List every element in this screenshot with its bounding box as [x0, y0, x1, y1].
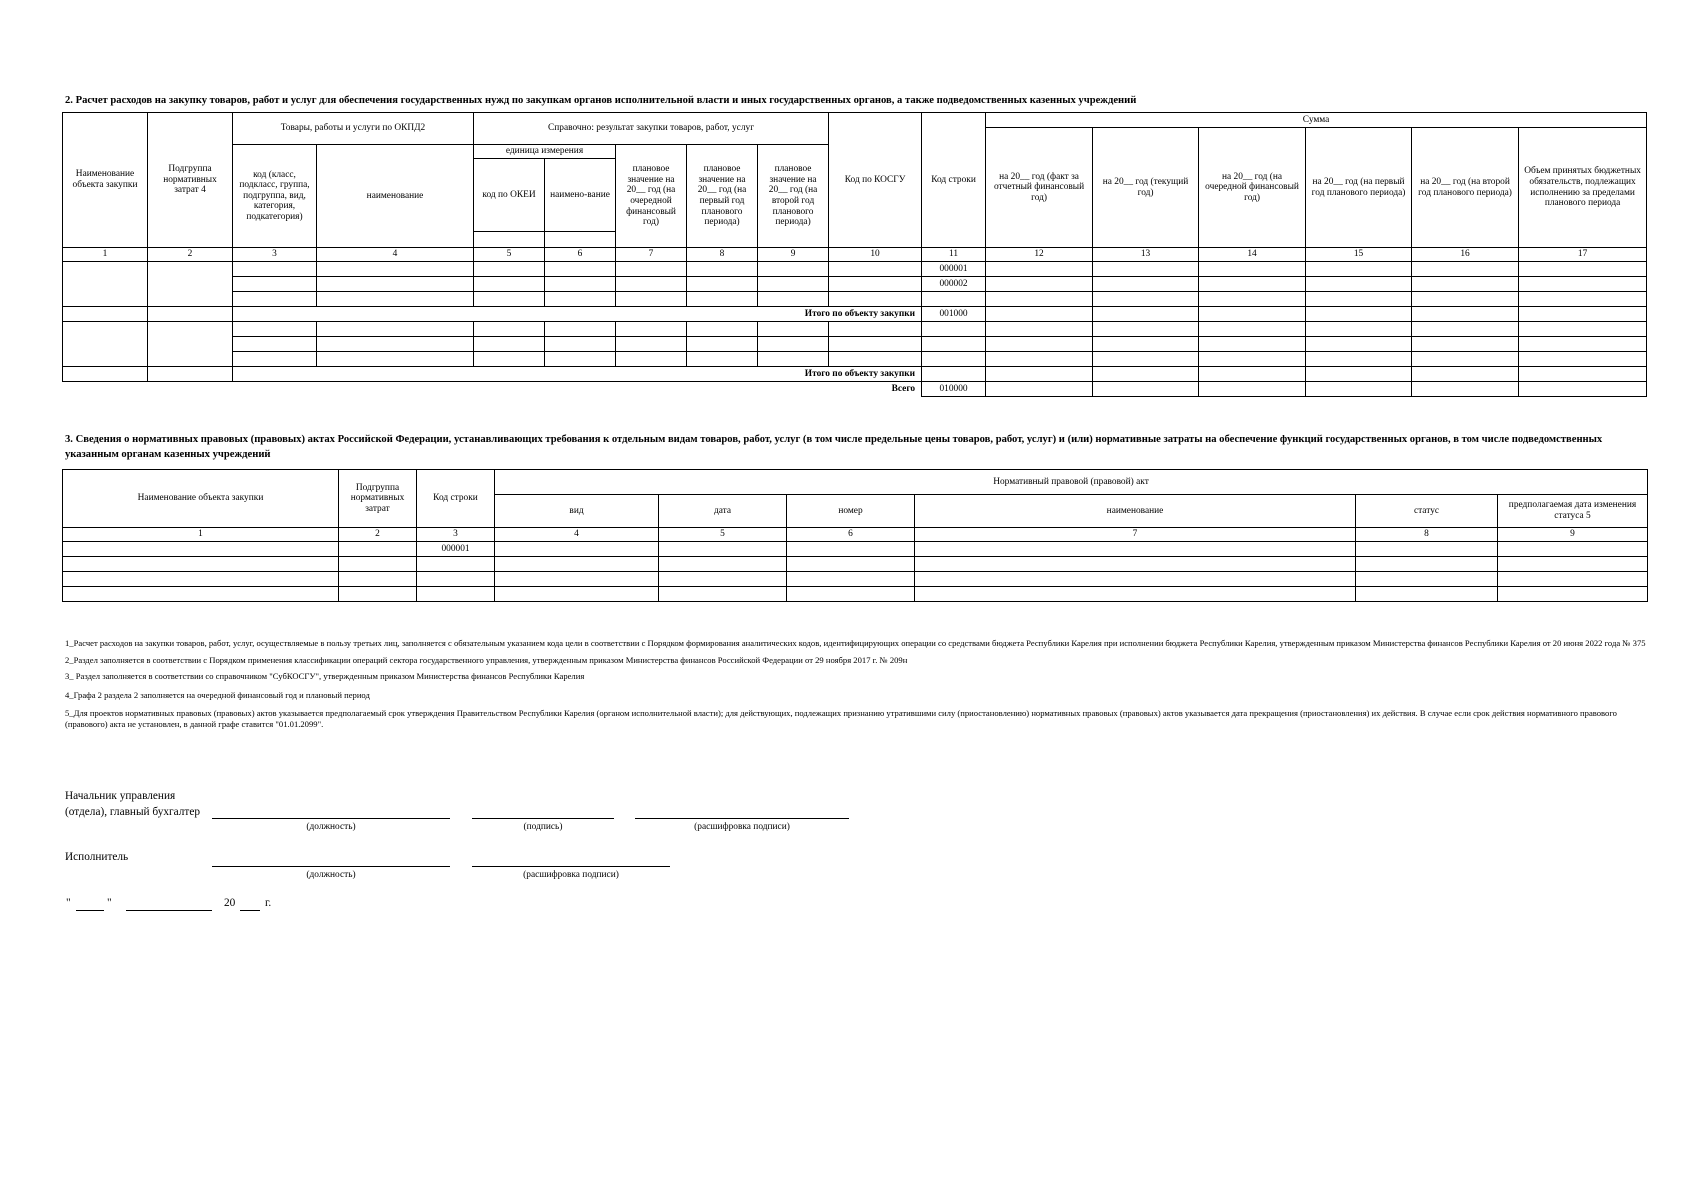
column-number-row: 1 2 3 4 5 6 7 8 9 [63, 528, 1648, 542]
footnote-5: 5_Для проектов нормативных правовых (правовых) актов указывается предполагаемый срок утверждения Правительством Республики Карелия (органом исполнительной власти); для действующих, подлежащих признанию утратившими силу (приостановлению) нормативных правовых (правовых) актов указывается дата прекращения (приостановления) их действия. В случае если срок действия нормативного правового (правового) акта не установлен, в данной графе ставится "01.01.2099". [65, 708, 1617, 729]
executor-position-caption: (должность) [306, 870, 356, 880]
expense-calculation-table [62, 112, 1647, 397]
header-object-name: Наименование объекта закупки [63, 470, 339, 528]
object-name-cell[interactable] [63, 262, 148, 307]
table-row [63, 352, 1647, 367]
date-year-prefix: 20 [224, 897, 236, 909]
row-code: 000001 [417, 542, 495, 557]
subtotal-code: 001000 [922, 307, 986, 322]
header-act-date: дата [659, 495, 787, 528]
header-plan-first: плановое значение на 20__ год (на первый год планового периода) [687, 145, 758, 248]
executor-label: Исполнитель [65, 851, 129, 863]
executor-decoding-caption: (расшифровка подписи) [523, 870, 619, 880]
header-act-status: статус [1356, 495, 1498, 528]
table-row [63, 337, 1647, 352]
header-act-name: наименование [915, 495, 1356, 528]
signature-caption: (подпись) [523, 822, 563, 832]
header-reference: Справочно: результат закупки товаров, работ, услуг [474, 113, 829, 145]
subtotal-row [63, 307, 1647, 322]
footnote-2: 2_Раздел заполняется в соответствии с Порядком применения классификации операций сектора государственного управления, утвержденным приказом Министерства финансов Российской Федерации от 29 ноября 2017 г. № 209н [65, 654, 908, 665]
object-name-cell[interactable] [63, 322, 148, 367]
executor-position-field[interactable] [212, 866, 450, 867]
subgroup-cell[interactable] [148, 322, 233, 367]
subtotal-label: Итого по объекту закупки [233, 367, 922, 382]
decoding-caption: (расшифровка подписи) [694, 822, 790, 832]
grand-total-row [63, 382, 1647, 397]
subgroup-cell[interactable] [148, 262, 233, 307]
header-okpd-name: наименование [317, 145, 474, 248]
section3-title: 3. Сведения о нормативных правовых (правовых) актах Российской Федерации, устанавливающих требования к отдельным видам товаров, работ, услуг (в том числе предельные цены товаров, работ, услуг) и (или) нормативные затраты на обеспечение функций государственных органов, в том числе подведомственных указанным органам казенных учреждений [65, 434, 1603, 460]
subtotal-row [63, 367, 1647, 382]
header-sum-obligations: Объем принятых бюджетных обязательств, подлежащих исполнению за пределами планового периода [1519, 128, 1647, 248]
date-day-field[interactable] [76, 910, 104, 911]
header-sum-current: на 20__ год (текущий год) [1093, 128, 1199, 248]
header-status-change-date: предполагаемая дата изменения статуса 5 [1498, 495, 1648, 528]
row-code: 000002 [922, 277, 986, 292]
head-title-line1: Начальник управления [65, 790, 176, 802]
header-sum-report: на 20__ год (факт за отчетный финансовый год) [986, 128, 1093, 248]
table-row [63, 542, 1648, 557]
header-sum: Сумма [986, 113, 1647, 128]
table-row [63, 557, 1648, 572]
table-row [63, 572, 1648, 587]
table-row [63, 587, 1648, 602]
position-caption: (должность) [306, 822, 356, 832]
executor-decoding-field[interactable] [472, 866, 670, 867]
header-okei-code: код по ОКЕИ [474, 159, 545, 232]
subtotal-label: Итого по объекту закупки [233, 307, 922, 322]
table-row [63, 322, 1647, 337]
header-subgroup: Подгруппа нормативных затрат 4 [148, 113, 233, 248]
date-year-suffix: г. [265, 897, 272, 909]
header-act-number: номер [787, 495, 915, 528]
legal-acts-table [62, 469, 1648, 602]
grand-total-label: Всего [63, 382, 922, 397]
date-quote-close: " [107, 897, 112, 909]
footnote-1: 1_Расчет расходов на закупки товаров, работ, услуг, осуществляемые в пользу третьих лиц, заполняется с обязательным указанием кода цели в соответствии с Порядком формирования аналитических кодов, идентифицирующих операции со средствами бюджета Республики Карелия при исполнении бюджета Республики Карелия, утвержденным приказом Министерства финансов Республики Карелия от 20 июня 2022 года № 375 [65, 638, 1646, 648]
header-okpd-code: код (класс, подкласс, группа, подгруппа, вид, категория, подкатегория) [233, 145, 317, 248]
header-subgroup: Подгруппа нормативных затрат [339, 470, 417, 528]
header-row-code: Код строки [922, 113, 986, 248]
date-year-field[interactable] [240, 910, 260, 911]
section2-title: 2. Расчет расходов на закупку товаров, работ и услуг для обеспечения государственных нужд по закупкам органов исполнительной власти и иных государственных органов, а также подведомственных казенных учреждений [65, 95, 1137, 106]
date-month-field[interactable] [126, 910, 212, 911]
header-kosgu: Код по КОСГУ [829, 113, 922, 248]
header-sum-next: на 20__ год (на очередной финансовый год) [1199, 128, 1306, 248]
header-unit: единица измерения [474, 145, 616, 159]
header-legal-act: Нормативный правовой (правовой) акт [495, 470, 1648, 495]
header-plan-next: плановое значение на 20__ год (на очередной финансовый год) [616, 145, 687, 248]
column-number-row: 1 2 3 4 5 6 7 8 9 10 11 12 13 14 15 16 17 [63, 248, 1647, 262]
footnotes [65, 638, 1650, 736]
header-plan-second: плановое значение на 20__ год (на второй год планового периода) [758, 145, 829, 248]
head-position-field[interactable] [212, 818, 450, 819]
table-row [63, 292, 1647, 307]
header-object-name: Наименование объекта закупки [63, 113, 148, 248]
header-row-code: Код строки [417, 470, 495, 528]
header-goods-okpd2: Товары, работы и услуги по ОКПД2 [233, 113, 474, 145]
head-title-line2: (отдела), главный бухгалтер [65, 806, 201, 818]
footnote-4: 4_Графа 2 раздела 2 заполняется на очередной финансовый год и плановый период [65, 689, 370, 700]
table-row [63, 277, 1647, 292]
head-signature-field[interactable] [472, 818, 614, 819]
header-sum-second: на 20__ год (на второй год планового периода) [1412, 128, 1519, 248]
date-quote-open: " [66, 897, 71, 909]
row-code: 000001 [922, 262, 986, 277]
grand-total-code: 010000 [922, 382, 986, 397]
footnote-3: 3_ Раздел заполняется в соответствии со справочником "СубКОСГУ", утвержденным приказом Министерства финансов Республики Карелия [65, 671, 585, 682]
table-row [63, 262, 1647, 277]
header-unit-name: наимено-вание [545, 159, 616, 232]
header-sum-first: на 20__ год (на первый год планового периода) [1306, 128, 1412, 248]
head-decoding-field[interactable] [635, 818, 849, 819]
header-act-kind: вид [495, 495, 659, 528]
